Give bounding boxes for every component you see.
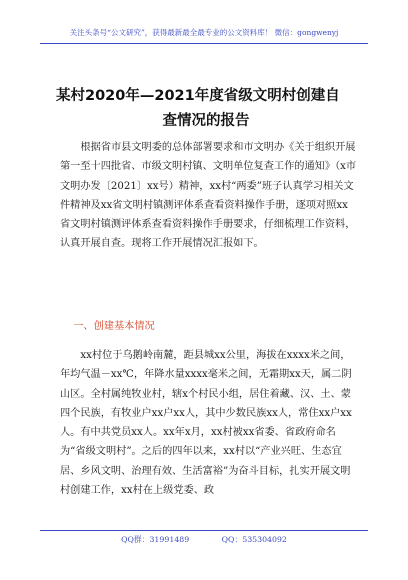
footer-qq-contact: QQ：535304092 [221,535,287,544]
page-footer [40,533,368,547]
body-paragraph: xx村位于乌鹅岭南麓，距县城xx公里，海拔在xxxx米之间，年均气温－xx℃，年降水量xxxx毫米之间，无霜期xx天，属二阴山区。全村属纯牧业村，辖x个村民小组，居住着藏、汉、土、蒙四个民族，有牧业户xx户xx人，其中少数民族xx人，常住xx户xx人。有中共党员xx人。xx年x月，xx村被xx省委、省政府命名为“省级文明村”。之后的四年以来，xx村以“产业兴旺、生态宜居、乡风文明、治理有效、生活富裕”为奋斗目标，扎实开展文明村创建工作，xx村在上级党委、政 [60,350,352,497]
document-title-line-1: 某村2020年—2021年度省级文明村创建自 [56,88,340,104]
footer-qq-group: QQ群：31991489 [121,535,190,544]
document-title [56,84,356,134]
section-heading: 一、创建基本情况 [73,321,155,332]
intro-paragraph: 根据省市县文明委的总体部署要求和市文明办《关于组织开展第一至十四批省、市级文明村镇、文明单位复查工作的通知》（x市文明办发〔2021〕xx号）精神，xx村“两委”班子认真学习相关文件精神及xx省文明村镇测评体系查看资料操作手册，逐项对照xx省文明村镇测评体系查看资料操作手册要求，仔细梳理工作资料，认真开展自查。现将工作开展情况汇报如下。 [60,142,357,250]
document-title-line-2: 查情况的报告 [162,113,250,129]
page-header: 关注头条号“公文研究”，获得最新最全最专业的公文资料库！ 微信：gongwenyj [69,28,339,37]
footer-divider [40,530,368,531]
header-divider [40,43,368,44]
